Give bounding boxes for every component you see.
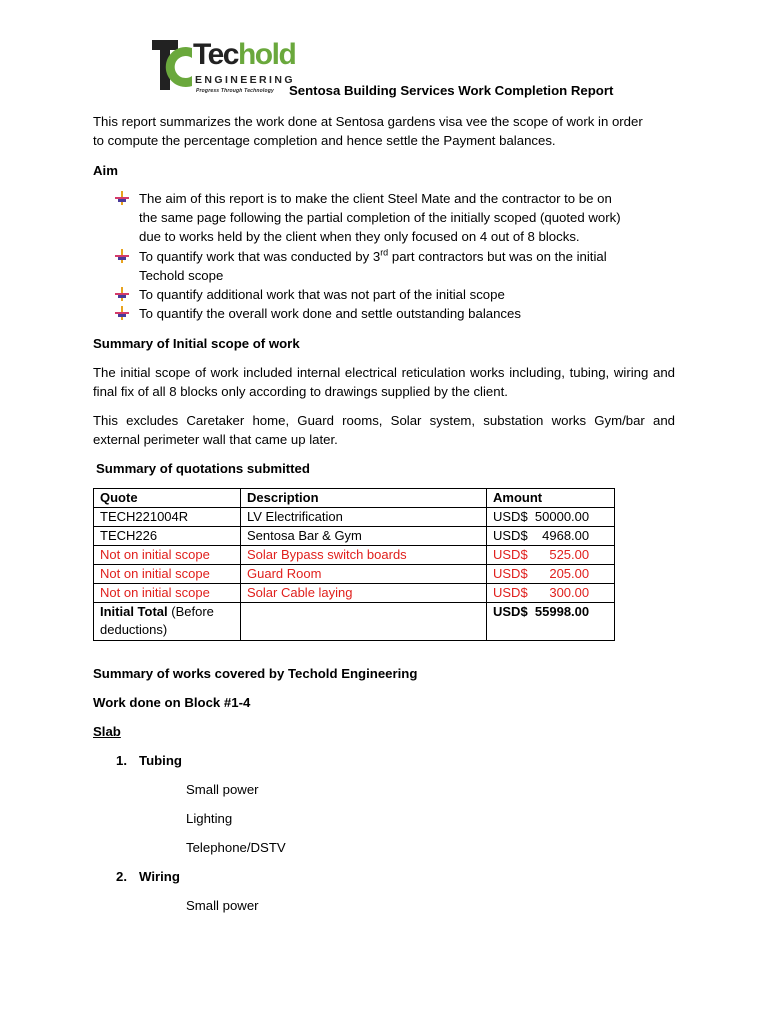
- aim-bullet-1-line-2: the same page following the partial completion of the initially scoped (quoted work): [139, 210, 621, 225]
- cell-description: Guard Room: [241, 565, 487, 584]
- cell-quote: Not on initial scope: [94, 546, 241, 565]
- cell-total-description: [241, 603, 487, 641]
- logo-tagline: Progress Through Technology: [196, 88, 274, 94]
- item-number: 1.: [116, 753, 127, 768]
- table-total-row: [94, 603, 615, 641]
- cell-description: Sentosa Bar & Gym: [241, 527, 487, 546]
- bullet-icon: [115, 287, 129, 301]
- initial-scope-para-1: The initial scope of work included internal electrical reticulation works including, tubing, wiring and final fix of all 8 blocks only according to drawings supplied by the client.: [93, 365, 675, 399]
- techold-logo-icon: [152, 40, 192, 90]
- block-heading: Work done on Block #1-4: [93, 695, 251, 710]
- cell-total-label: Initial Total (Before deductions): [94, 603, 241, 641]
- bullet-icon: [115, 249, 129, 263]
- aim-bullet-2-line-2: Techold scope: [139, 268, 224, 283]
- cell-amount: USD$ 50000.00: [487, 508, 615, 527]
- bullet-icon: [115, 191, 129, 205]
- cell-description: Solar Bypass switch boards: [241, 546, 487, 565]
- aim-bullet-3: To quantify additional work that was not part of the initial scope: [139, 287, 505, 302]
- aim-bullet-1-line-1: The aim of this report is to make the client Steel Mate and the contractor to be on: [139, 191, 612, 206]
- item-number: 2.: [116, 869, 127, 884]
- quotations-table: [93, 488, 615, 641]
- cell-description: Solar Cable laying: [241, 584, 487, 603]
- cell-quote: TECH221004R: [94, 508, 241, 527]
- report-title: Sentosa Building Services Work Completion Report: [289, 83, 614, 98]
- table-row: [94, 584, 615, 603]
- item-title: Tubing: [139, 753, 182, 768]
- header-description: Description: [241, 489, 487, 508]
- cell-total-amount: USD$ 55998.00: [487, 603, 615, 641]
- cell-amount: USD$ 205.00: [487, 565, 615, 584]
- aim-heading: Aim: [93, 163, 118, 178]
- table-row: [94, 527, 615, 546]
- cell-quote: TECH226: [94, 527, 241, 546]
- intro-line-1: This report summarizes the work done at Sentosa gardens visa vee the scope of work in order: [93, 114, 643, 129]
- header-amount: Amount: [487, 489, 615, 508]
- quotations-heading: Summary of quotations submitted: [96, 461, 310, 476]
- aim-bullet-1-line-3: due to works held by the client when they only focused on 4 out of 8 blocks.: [139, 229, 580, 244]
- logo-subtitle: ENGINEERING: [195, 74, 295, 86]
- cell-quote: Not on initial scope: [94, 565, 241, 584]
- sub-item: Lighting: [186, 811, 233, 826]
- sub-item: Telephone/DSTV: [186, 840, 286, 855]
- slab-heading: Slab: [93, 724, 121, 739]
- cell-quote: Not on initial scope: [94, 584, 241, 603]
- bullet-icon: [115, 306, 129, 320]
- intro-line-2: to compute the percentage completion and hence settle the Payment balances.: [93, 133, 556, 148]
- sub-item: Small power: [186, 782, 259, 797]
- cell-amount: USD$ 4968.00: [487, 527, 615, 546]
- table-header-row: [94, 489, 615, 508]
- works-heading: Summary of works covered by Techold Engineering: [93, 666, 418, 681]
- table-row: [94, 508, 615, 527]
- table-row: [94, 565, 615, 584]
- cell-amount: USD$ 525.00: [487, 546, 615, 565]
- cell-amount: USD$ 300.00: [487, 584, 615, 603]
- initial-scope-heading: Summary of Initial scope of work: [93, 336, 300, 351]
- aim-bullet-2-line-1: To quantify work that was conducted by 3rd part contractors but was on the initial: [139, 247, 607, 264]
- aim-bullet-4: To quantify the overall work done and settle outstanding balances: [139, 306, 521, 321]
- sub-item: Small power: [186, 898, 259, 913]
- initial-scope-para-2: This excludes Caretaker home, Guard rooms, Solar system, substation works Gym/bar and external perimeter wall that came up later.: [93, 413, 675, 447]
- table-row: [94, 546, 615, 565]
- logo-wordmark: Techold: [193, 38, 296, 71]
- item-title: Wiring: [139, 869, 180, 884]
- cell-description: LV Electrification: [241, 508, 487, 527]
- header-quote: Quote: [94, 489, 241, 508]
